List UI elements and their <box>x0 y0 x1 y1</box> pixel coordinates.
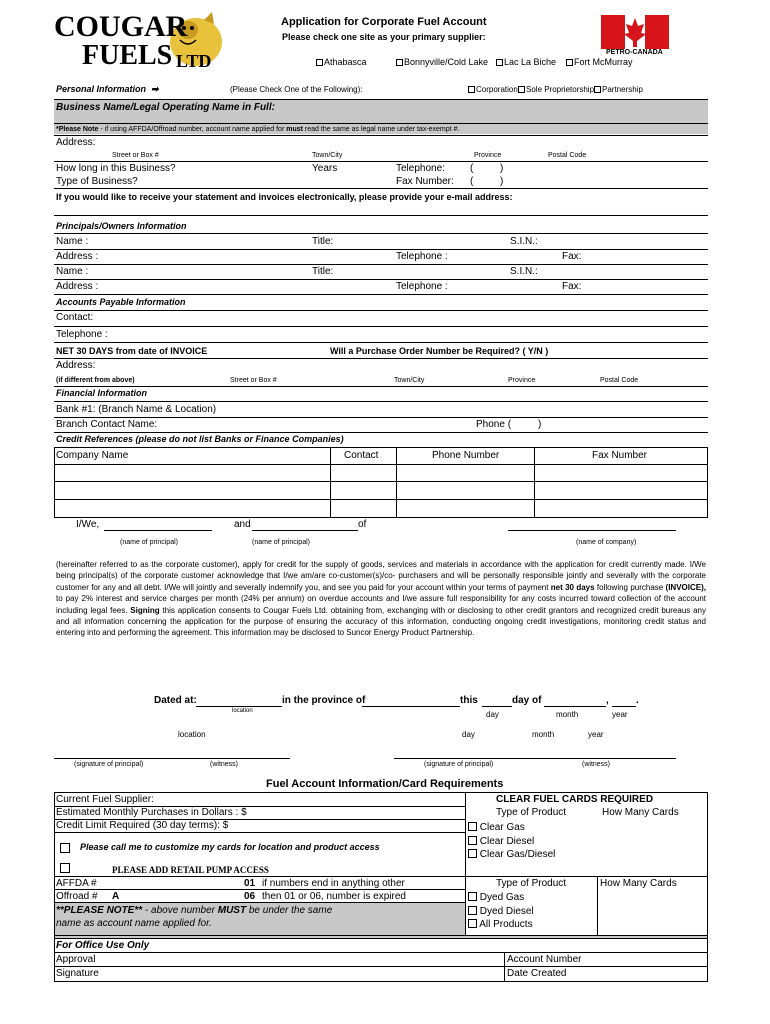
principal1-blank[interactable] <box>104 530 212 531</box>
telephone-label[interactable]: Telephone: <box>396 163 445 174</box>
maple-leaf-icon <box>601 15 669 49</box>
day-caption-1: day <box>486 710 499 719</box>
payable-postal: Postal Code <box>600 377 639 384</box>
personal-info-heading: Personal Information ➡ <box>56 84 159 94</box>
petro-canada-logo <box>601 15 669 57</box>
col-contact: Contact <box>344 450 379 461</box>
customize-label: Please call me to customize my cards for location and product access <box>80 842 380 852</box>
credit-limit[interactable]: Credit Limit Required (30 day terms): $ <box>56 820 229 831</box>
this-label: this <box>460 695 478 706</box>
sig-principal-caption-2: (signature of principal) <box>424 761 494 768</box>
tel-paren-open: ( <box>470 163 474 174</box>
principal2-title[interactable]: Title: <box>312 266 334 277</box>
site-fort-mcmurray[interactable]: Fort McMurray <box>566 58 633 67</box>
and-label: and <box>234 519 251 530</box>
type-sole-proprietorship[interactable]: Sole Proprietorship <box>518 86 594 94</box>
type-corporation[interactable]: Corporation <box>468 86 518 94</box>
day-blank[interactable] <box>482 706 512 707</box>
col-company-name: Company Name <box>56 450 129 461</box>
fax-paren-close: ) <box>500 176 504 187</box>
clear-cards-heading: CLEAR FUEL CARDS REQUIRED <box>496 794 654 805</box>
clear-gas-checkbox[interactable] <box>468 822 477 831</box>
affda-label[interactable]: AFFDA # <box>56 878 97 889</box>
year-caption-1: year <box>612 710 628 719</box>
clear-how-many: How Many Cards <box>602 807 679 818</box>
arrow-right-icon: ➡ <box>151 84 159 94</box>
name-principal-caption-2: (name of principal) <box>252 539 310 546</box>
payable-street: Street or Box # <box>230 377 277 384</box>
logo-ltd: LTD <box>176 51 212 71</box>
logo-line1: COUGAR <box>54 10 188 43</box>
town-label: Town/City <box>312 152 343 159</box>
credit-heading: Credit References (please do not list Banks or Finance Companies) <box>56 434 344 444</box>
principal2-fax[interactable]: Fax: <box>562 281 582 292</box>
code-06: 06 <box>244 891 256 902</box>
date-created-label[interactable]: Date Created <box>507 968 567 979</box>
net30-label: NET 30 DAYS from date of INVOICE <box>56 346 208 356</box>
branch-contact-label[interactable]: Branch Contact Name: <box>56 419 158 430</box>
province-of-label: in the province of <box>282 695 366 706</box>
signature-label[interactable]: Signature <box>56 968 99 979</box>
bank-label[interactable]: Bank #1: (Branch Name & Location) <box>56 404 217 415</box>
principal1-fax[interactable]: Fax: <box>562 251 582 262</box>
years-label: Years <box>312 163 338 174</box>
branch-phone-label[interactable]: Phone ( <box>476 419 512 430</box>
how-long-label[interactable]: How long in this Business? <box>56 163 176 174</box>
dyed-type-product: Type of Product <box>496 878 567 889</box>
partnership-checkbox[interactable] <box>594 86 601 93</box>
period: . <box>636 695 639 706</box>
day-of-label: day of <box>512 695 542 706</box>
sig-principal-caption-1: (signature of principal) <box>74 761 144 768</box>
day-caption-2: day <box>462 730 475 739</box>
page-title: Application for Corporate Fuel Account <box>281 16 487 28</box>
iwe-label: I/We, <box>76 519 100 530</box>
fax-paren-open: ( <box>470 176 474 187</box>
clear-gas-diesel-checkbox[interactable] <box>468 849 477 858</box>
code-01: 01 <box>244 878 256 889</box>
principal1-address[interactable]: Address : <box>56 251 99 262</box>
location-caption-small: location <box>232 708 253 714</box>
month-caption-2: month <box>532 730 555 739</box>
type-partnership[interactable]: Partnership <box>594 86 643 94</box>
account-number-label[interactable]: Account Number <box>507 954 582 965</box>
site-bonnyville[interactable]: Bonnyville/Cold Lake <box>396 58 488 67</box>
business-address-label[interactable]: Address: <box>56 137 96 148</box>
name-principal-caption-1: (name of principal) <box>120 539 178 546</box>
branch-phone-close: ) <box>538 419 542 430</box>
col-fax-number: Fax Number <box>592 450 648 461</box>
month-blank[interactable] <box>544 706 606 707</box>
principal2-blank[interactable] <box>252 530 358 531</box>
payable-contact[interactable]: Contact: <box>56 312 94 323</box>
fuel-heading: Fuel Account Information/Card Requirements <box>266 778 504 790</box>
customize-checkbox[interactable] <box>60 843 70 853</box>
payable-telephone[interactable]: Telephone : <box>56 329 108 340</box>
approval-label[interactable]: Approval <box>56 954 96 965</box>
of-label: of <box>358 519 367 530</box>
code-06-text: then 01 or 06, number is expired <box>262 891 406 902</box>
clear-diesel-option[interactable]: Clear Diesel <box>468 836 534 847</box>
business-note: *Please Note - if using AFFDA/Offroad number, account name applied for must read the same as legal name under tax-exempt #. <box>56 126 460 133</box>
principal2-telephone[interactable]: Telephone : <box>396 281 448 292</box>
dyed-gas-option[interactable]: Dyed Gas <box>468 892 524 903</box>
col-phone-number: Phone Number <box>432 450 500 461</box>
business-name-label[interactable]: Business Name/Legal Operating Name in Full: <box>56 102 275 113</box>
province-blank[interactable] <box>362 706 460 707</box>
tel-paren-close: ) <box>500 163 504 174</box>
principal2-address[interactable]: Address : <box>56 281 99 292</box>
dyed-gas-checkbox[interactable] <box>468 892 477 901</box>
clear-type-product: Type of Product <box>496 807 567 818</box>
name-company-caption: (name of company) <box>576 539 637 546</box>
guarantee-paragraph: (hereinafter referred to as the corporate customer), apply for credit for the supply of goods, services and materials in accordance with the application for credit currently made. I/We being principal(s) of the corporate customer acknowledge that I/we am/are co-customer(s)/co- purchasers and will be personally responsible jointly and severally with the corporate customer for any and all debt. I/We will jointly and severally indemnify you, and see you paid for your account within your terms of payment net 30 days following purchase (INVOICE), to pay 2% interest and service charges per month (24% per annum) on overdue accounts and I/we assure full responsibility for any costs incurred toward collection of the account including legal fees. Signing this application consents to Cougar Fuels Ltd. obtaining from, exchanging with or disclosing to other credit grantors and recognized credit bureaus any and all information concerning the application for the purpose of ensuring the accuracy of this information, conducting ongoing credit investigations, monitoring credit status and entering into and performing the agreement. This information may be disclosed to Suncor Energy Product Partnership. <box>56 560 706 638</box>
retail-label: PLEASE ADD RETAIL PUMP ACCESS <box>112 865 269 875</box>
logo-line2: FUELS <box>82 40 173 71</box>
principal1-telephone[interactable]: Telephone : <box>396 251 448 262</box>
clear-gas-diesel-option[interactable]: Clear Gas/Diesel <box>468 849 555 860</box>
dyed-diesel-checkbox[interactable] <box>468 906 477 915</box>
bonnyville-checkbox[interactable] <box>396 59 403 66</box>
payable-town: Town/City <box>394 377 425 384</box>
street-label: Street or Box # <box>112 152 159 159</box>
witness-caption-2: (witness) <box>582 761 611 768</box>
payable-heading: Accounts Payable Information <box>56 297 186 307</box>
witness-line-1[interactable] <box>394 758 676 759</box>
province-label: Province <box>474 152 502 159</box>
credit-row[interactable] <box>55 482 707 498</box>
offroad-note: **PLEASE NOTE** - above number MUST be under the same <box>56 905 333 916</box>
po-question[interactable]: Will a Purchase Order Number be Required? ( Y/N ) <box>330 346 549 356</box>
financial-heading: Financial Information <box>56 388 148 398</box>
payable-address[interactable]: Address: <box>56 360 96 371</box>
credit-row[interactable] <box>55 500 707 517</box>
principal1-name[interactable]: Name : <box>56 236 89 247</box>
current-supplier[interactable]: Current Fuel Supplier: <box>56 794 154 805</box>
year-blank[interactable] <box>612 706 636 707</box>
payable-province: Province <box>508 377 536 384</box>
witness-caption-1: (witness) <box>210 761 239 768</box>
principal1-sin[interactable]: S.I.N.: <box>510 236 538 247</box>
dated-at-label: Dated at: <box>154 695 197 706</box>
fort-mcmurray-checkbox[interactable] <box>566 59 573 66</box>
fax-label[interactable]: Fax Number: <box>396 176 454 187</box>
principal-signature-line[interactable] <box>54 758 290 759</box>
clear-diesel-checkbox[interactable] <box>468 836 477 845</box>
principal2-name[interactable]: Name : <box>56 266 89 277</box>
offroad-note-line2: name as account name applied for. <box>56 918 212 929</box>
comma: , <box>606 695 609 706</box>
lac-la-biche-checkbox[interactable] <box>496 59 503 66</box>
location-caption: location <box>178 730 206 739</box>
all-products-option[interactable]: All Products <box>468 919 533 930</box>
page-subtitle: Please check one site as your primary supplier: <box>282 32 486 42</box>
code-01-text: if numbers end in anything other <box>262 878 405 889</box>
postal-label: Postal Code <box>548 152 587 159</box>
type-of-business-label[interactable]: Type of Business? <box>56 176 138 187</box>
credit-row[interactable] <box>55 465 707 481</box>
petro-canada-label: PETRO-CANADA <box>606 49 663 56</box>
monthly-purchases[interactable]: Estimated Monthly Purchases in Dollars : $ <box>56 807 247 818</box>
email-question[interactable]: If you would like to receive your statement and invoices electronically, please provide your e-mail address: <box>56 192 513 202</box>
dated-location-blank[interactable] <box>196 706 282 707</box>
sole-prop-checkbox[interactable] <box>518 86 525 93</box>
year-caption-2: year <box>588 730 604 739</box>
all-products-checkbox[interactable] <box>468 919 477 928</box>
company-logo <box>54 10 224 72</box>
office-heading: For Office Use Only <box>56 940 150 951</box>
payable-diff: (if different from above) <box>56 377 135 384</box>
athabasca-checkbox[interactable] <box>316 59 323 66</box>
dyed-diesel-option[interactable]: Dyed Diesel <box>468 906 534 917</box>
principals-heading: Principals/Owners Information <box>56 221 187 231</box>
dyed-how-many: How Many Cards <box>600 878 677 889</box>
company-blank[interactable] <box>508 530 676 531</box>
clear-gas-option[interactable]: Clear Gas <box>468 822 525 833</box>
offroad-label[interactable]: Offroad # <box>56 891 98 902</box>
principal1-title[interactable]: Title: <box>312 236 334 247</box>
month-caption-1: month <box>556 710 579 719</box>
offroad-a: A <box>112 891 120 902</box>
check-note: (Please Check One of the Following): <box>230 85 363 94</box>
corporation-checkbox[interactable] <box>468 86 475 93</box>
site-athabasca[interactable]: Athabasca <box>316 58 367 67</box>
principal2-sin[interactable]: S.I.N.: <box>510 266 538 277</box>
retail-checkbox[interactable] <box>60 863 70 873</box>
site-lac-la-biche[interactable]: Lac La Biche <box>496 58 556 67</box>
